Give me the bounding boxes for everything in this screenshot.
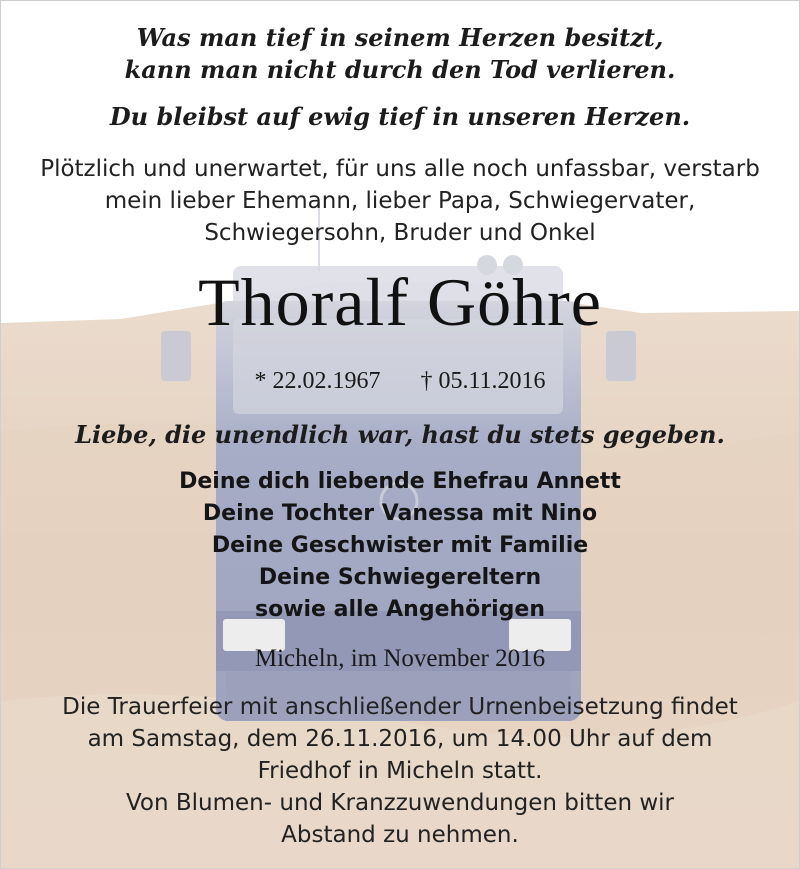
funeral-info-line-4: Von Blumen- und Kranzzuwendungen bitten wir <box>125 790 675 816</box>
mourner-line: Deine Schwiegereltern <box>258 565 542 590</box>
quote-top-line-3: Du bleibst auf ewig tief in unseren Herzen. <box>109 102 691 131</box>
mourner-line: Deine Geschwister mit Familie <box>211 533 589 558</box>
funeral-info-line-5: Abstand zu nehmen. <box>281 822 519 848</box>
announcement-line-1: Plötzlich und unerwartet, für uns alle noch unfassbar, verstarb <box>40 156 760 182</box>
mourner-line: Deine Tochter Vanessa mit Nino <box>202 501 598 526</box>
announcement-line-2: mein lieber Ehemann, lieber Papa, Schwiegervater, <box>104 188 696 214</box>
deceased-name: Thoralf Göhre <box>198 264 602 340</box>
quote-top-line-1: Was man tief in seinem Herzen besitzt, <box>136 23 664 52</box>
funeral-info-line-1: Die Trauerfeier mit anschließender Urnenbeisetzung findet <box>62 694 738 720</box>
quote-top-line-2: kann man nicht durch den Tod verlieren. <box>124 55 676 84</box>
death-date: † 05.11.2016 <box>420 368 546 394</box>
funeral-info-line-2: am Samstag, dem 26.11.2016, um 14.00 Uhr auf dem <box>87 726 713 752</box>
quote-middle: Liebe, die unendlich war, hast du stets gegeben. <box>75 420 725 449</box>
place-date: Micheln, im November 2016 <box>254 645 546 672</box>
mourner-line: Deine dich liebende Ehefrau Annett <box>179 469 621 494</box>
text-layer <box>1 1 799 868</box>
announcement-line-3: Schwiegersohn, Bruder und Onkel <box>204 220 596 246</box>
birth-date: * 22.02.1967 <box>254 368 381 394</box>
mourner-line: sowie alle Angehörigen <box>254 597 546 622</box>
life-dates <box>1 368 799 395</box>
funeral-info-line-3: Friedhof in Micheln statt. <box>257 758 543 784</box>
